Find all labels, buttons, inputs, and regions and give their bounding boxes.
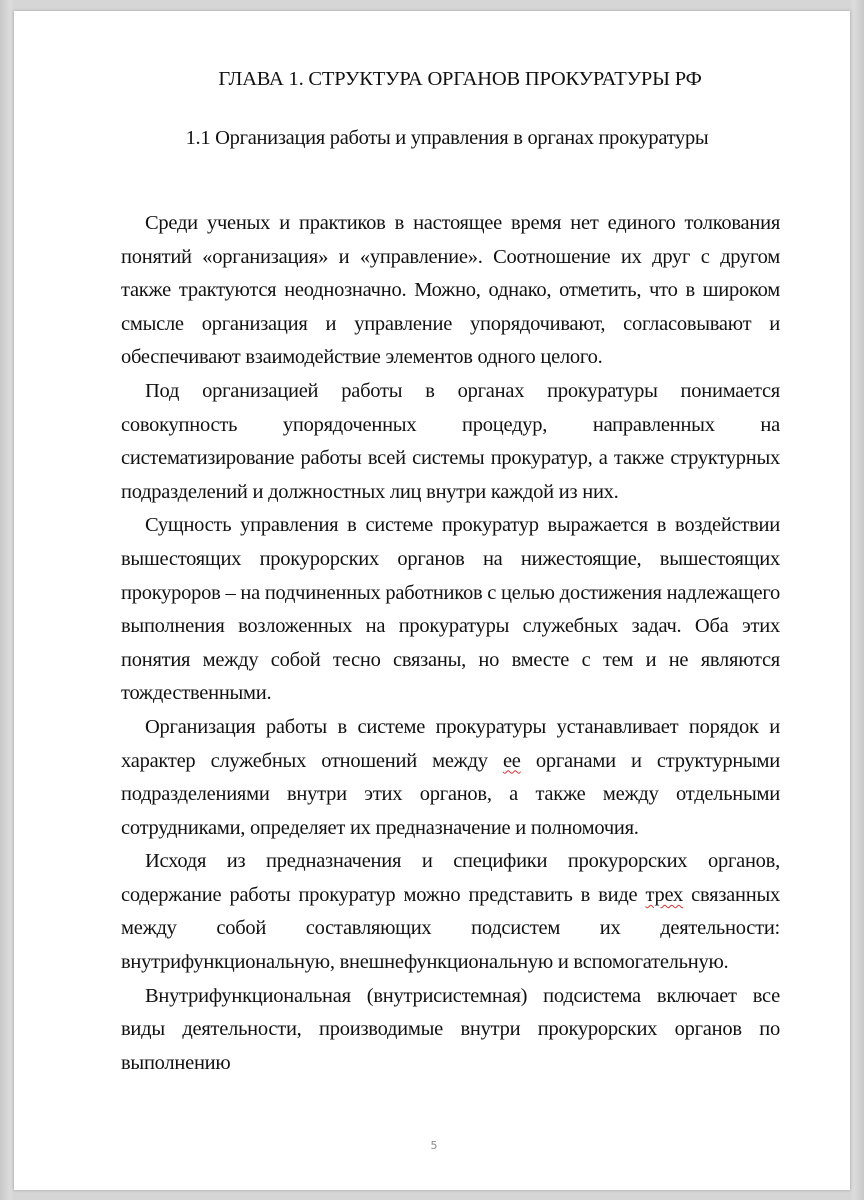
paragraph-4-text-after: органами и структурными подразделениями внутри этих органов, а также между отдельными сотрудниками, определяет их предназначение и полномочия. [121,749,781,839]
page-number: 5 [430,1139,438,1152]
section-title: 1.1 Организация работы и управления в органах прокуратуры [185,127,709,149]
paragraph-4 [121,711,780,845]
paragraph-3: Сущность управления в системе прокуратур выражается в воздействии вышестоящих прокурорских органов на нижестоящие, вышестоящих прокуроров – на подчиненных работников с целью достижения надлежащего выполнения возложенных на прокуратуры служебных задач. Оба этих понятия между собой тесно связаны, но вместе с тем и не являются тождественными. [121,514,780,705]
paragraph-5-text-after: связанных между собой составляющих подсистем их деятельности: внутрифункциональную, внешнефункциональную и вспомогательную. [121,883,780,974]
paragraph-6: Внутрифункциональная (внутрисистемная) подсистема включает все виды деятельности, производимые внутри прокурорских органов по выполнению [121,984,780,1074]
paragraph-5 [121,845,780,979]
chapter-title: ГЛАВА 1. СТРУКТУРА ОРГАНОВ ПРОКУРАТУРЫ РФ [218,68,702,90]
paragraph-5-text-before: Исходя из предназначения и специфики прокурорских органов, содержание работы прокуратур можно представить в виде [121,850,780,906]
paragraph-4-text-before: Организация работы в системе прокуратуры устанавливает порядок и характер служебных отношений между [121,715,780,772]
document-page [14,11,850,1190]
body-text [121,207,780,1080]
spellcheck-flagged-word[interactable]: ее [502,749,521,772]
spellcheck-flagged-word[interactable]: трех [645,883,684,906]
paragraph-2: Под организацией работы в органах прокуратуры понимается совокупность упорядоченных процедур, направленных на систематизирование работы всей системы прокуратур, а также структурных подразделений и должностных лиц внутри каждой из них. [121,379,780,503]
paragraph-1: Среди ученых и практиков в настоящее время нет единого толкования понятий «организация» и «управление». Соотношение их друг с другом также трактуются неоднозначно. Можно, однако, отметить, что в широком смысле организация и управление упорядочивают, согласовывают и обеспечивают взаимодействие элементов одного целого. [121,212,780,369]
